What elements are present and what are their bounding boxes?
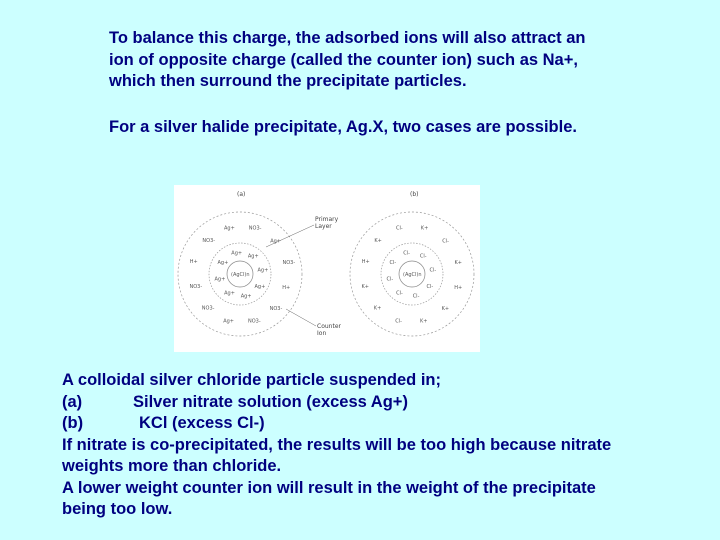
explanation-line-3: [62, 413, 611, 435]
primary-ion-label: Cl-: [386, 276, 394, 283]
primary-ion-label: Ag+: [254, 283, 266, 290]
explanation-line-4: If nitrate is co-precipitated, the results will be too high because nitrate: [62, 435, 612, 454]
primary-layer-pointer: [266, 225, 314, 247]
counter-ion-label: K+: [420, 318, 428, 325]
counter-ion-label: H+: [454, 284, 463, 291]
primary-ion-label: Ag+: [224, 290, 235, 297]
explanation-line-1: A colloidal silver chloride particle suspended in;: [62, 371, 441, 389]
case-a-text: Silver nitrate solution (excess Ag+): [133, 392, 408, 411]
counter-ion-label: Cl-: [396, 225, 403, 232]
primary-ion-label: Ag+: [231, 250, 243, 257]
counter-ion-label: K+: [373, 305, 382, 312]
explanation-paragraph: [62, 370, 611, 521]
primary-ion-label: Cl-: [429, 267, 437, 274]
primary-ion-label: Ag+: [257, 267, 269, 274]
counter-ion-label: Ag+: [270, 238, 281, 245]
counter-ion-label: NO3-: [269, 306, 283, 313]
primary-ion-label: Cl-: [396, 290, 403, 297]
explanation-line-7: being too low.: [62, 500, 173, 518]
primary-ion-label: Ag+: [240, 293, 252, 300]
counter-ion-label: NO3-: [248, 225, 262, 232]
counter-ion-label: Ag+: [223, 318, 234, 325]
primary-ion-label: Cl-: [412, 293, 420, 300]
counter-ion-label-1: Counter: [317, 323, 341, 330]
primary-ion-label: Cl-: [389, 260, 397, 267]
explanation-line-2: [62, 392, 611, 414]
panel-b-label: (b): [410, 191, 419, 198]
primary-layer-label-1: Primary: [315, 216, 339, 223]
counter-ion-label: H+: [361, 259, 370, 266]
panel-b-core-label: (AgCl)n: [403, 272, 422, 278]
case-b-label: (b): [62, 414, 84, 432]
cases-line: For a silver halide precipitate, Ag.X, two cases are possible.: [109, 118, 577, 136]
primary-ion-label: Ag+: [217, 260, 229, 267]
intro-paragraph: [109, 28, 585, 93]
panel-a-label: (a): [237, 191, 246, 198]
counter-ion-label: K+: [361, 284, 369, 290]
case-a-label: (a): [62, 392, 83, 411]
counter-ion-label: K+: [454, 260, 462, 266]
counter-ion-label: Ag+: [224, 225, 235, 232]
counter-ion-label: NO3-: [201, 305, 215, 312]
intro-line-3: which then surround the precipitate particles.: [109, 72, 467, 90]
primary-layer-label-2: Layer: [315, 223, 332, 230]
panel-a-core-label: (AgCl)n: [231, 272, 250, 278]
primary-ion-label: Cl-: [426, 283, 434, 290]
counter-ion-label: Cl-: [395, 318, 402, 325]
counter-ion-label: K+: [420, 225, 429, 232]
primary-ion-label: Cl-: [403, 250, 410, 257]
counter-ion-label: NO3-: [282, 260, 296, 266]
primary-ion-label: Ag+: [247, 253, 259, 260]
colloid-diagram: [174, 185, 480, 352]
counter-ion-label: H+: [282, 284, 291, 291]
counter-ion-label: Cl-: [442, 238, 449, 245]
case-b-text: KCl (excess Cl-): [139, 414, 265, 432]
intro-line-1: To balance this charge, the adsorbed ions will also attract an: [109, 29, 586, 47]
counter-ion-pointer: [286, 309, 316, 326]
counter-ion-label: H+: [189, 259, 198, 266]
counter-ion-label: NO3-: [189, 284, 203, 290]
colloid-diagram-svg: [174, 185, 480, 352]
intro-line-2: ion of opposite charge (called the counter ion) such as Na+,: [109, 50, 578, 69]
counter-ion-label: K+: [441, 306, 450, 313]
explanation-line-6: A lower weight counter ion will result in the weight of the precipitate: [62, 478, 596, 497]
counter-ion-label: NO3-: [202, 237, 216, 244]
cases-paragraph: [109, 117, 577, 139]
counter-ion-label-2: Ion: [317, 330, 327, 337]
primary-ion-label: Ag+: [214, 276, 226, 283]
counter-ion-label: K+: [374, 237, 382, 244]
primary-ion-label: Cl-: [419, 253, 427, 260]
explanation-line-5: weights more than chloride.: [62, 457, 282, 475]
counter-ion-label: NO3-: [248, 318, 261, 325]
